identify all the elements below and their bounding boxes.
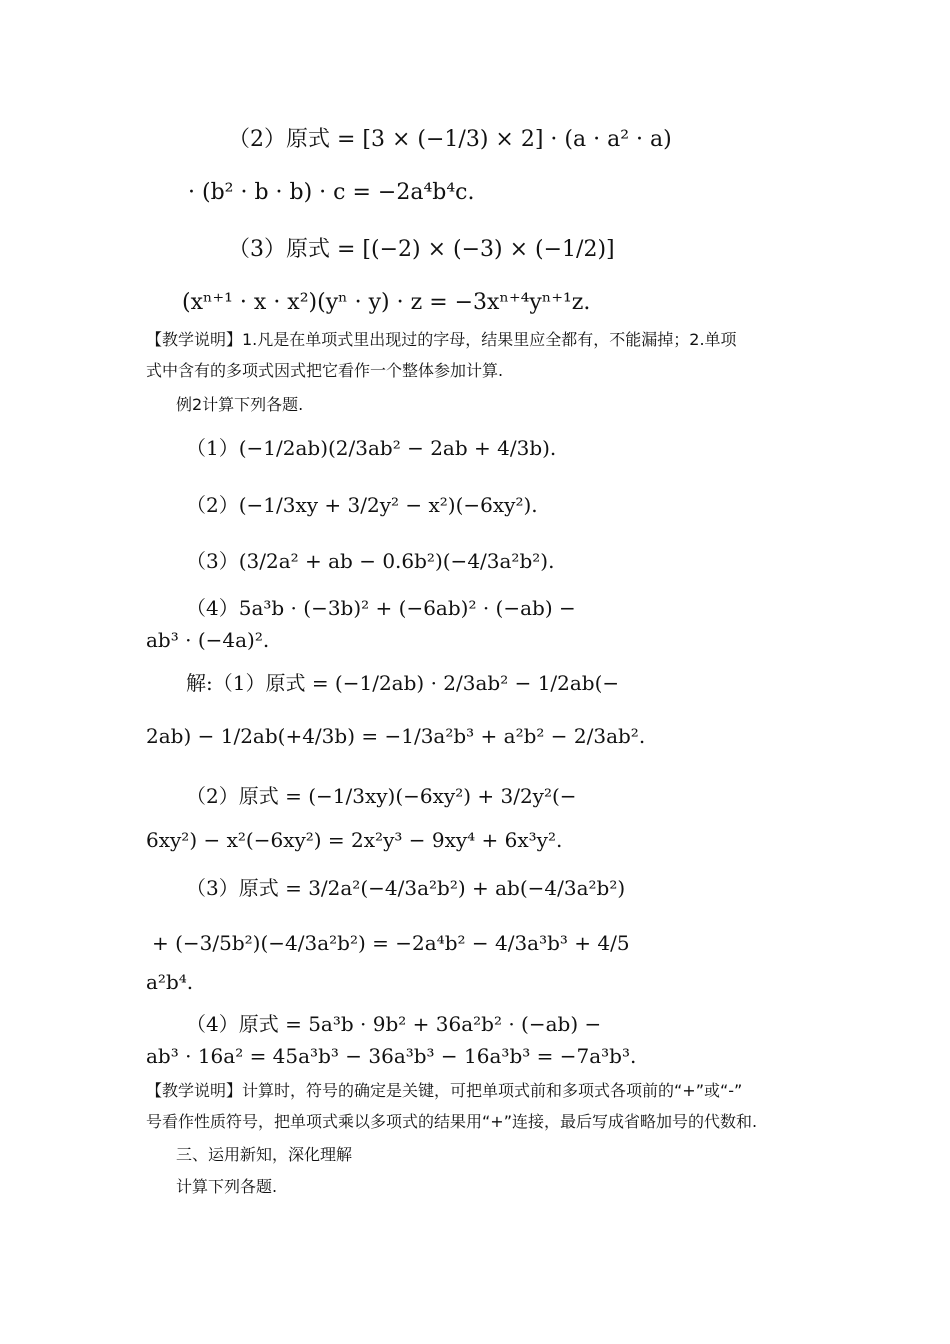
exercise-prompt: 计算下列各题. <box>176 1177 278 1196</box>
section-3-heading: 三、运用新知，深化理解 <box>176 1145 353 1164</box>
teaching-note-2-line-2: 号看作性质符号，把单项式乘以多项式的结果用“+”连接，最后写成省略加号的代数和. <box>146 1112 758 1131</box>
solution-3-result: (xⁿ⁺¹ · x · x²)(yⁿ · y) · z = −3xⁿ⁺⁴yⁿ⁺¹z. <box>182 290 591 315</box>
answer-2-line-1: （2）原式 = (−1/3xy)(−6xy²) + 3/2y²(− <box>186 784 577 808</box>
problem-4-line-1: （4）5a³b · (−3b)² + (−6ab)² · (−ab) − <box>186 596 576 620</box>
problem-2: （2）(−1/3xy + 3/2y² − x²)(−6xy²). <box>186 493 538 517</box>
teaching-note-1-line-2: 式中含有的多项式因式把它看作一个整体参加计算. <box>146 361 504 380</box>
answer-2-line-2: 6xy²) − x²(−6xy²) = 2x²y³ − 9xy⁴ + 6x³y². <box>146 828 563 852</box>
solution-3-line: （3）原式 = [(−2) × (−3) × (−1/2)] <box>228 237 615 262</box>
answer-3-line-2: + (−3/5b²)(−4/3a²b²) = −2a⁴b² − 4/3a³b³ + 4/5 <box>152 931 630 955</box>
problem-3: （3）(3/2a² + ab − 0.6b²)(−4/3a²b²). <box>186 549 555 573</box>
answer-1-line-2: 2ab) − 1/2ab(+4/3b) = −1/3a²b³ + a²b² − 2/3ab². <box>146 724 646 748</box>
solution-2-result: · (b² · b · b) · c = −2a⁴b⁴c. <box>188 180 475 205</box>
answer-1-line-1: 解:（1）原式 = (−1/2ab) · 2/3ab² − 1/2ab(− <box>186 671 620 695</box>
answer-4-line-2: ab³ · 16a² = 45a³b³ − 36a³b³ − 16a³b³ = −7a³b³. <box>146 1044 637 1068</box>
solution-2-line: （2）原式 = [3 × (−1/3) × 2] · (a · a² · a) <box>228 127 672 152</box>
answer-3-line-3: a²b⁴. <box>146 970 194 994</box>
problem-4-line-2: ab³ · (−4a)². <box>146 628 270 652</box>
teaching-note-2-line-1: 【教学说明】计算时，符号的确定是关键，可把单项式前和多项式各项前的“+”或“-” <box>146 1081 743 1100</box>
teaching-note-1-line-1: 【教学说明】1.凡是在单项式里出现过的字母，结果里应全都有，不能漏掉；2.单项 <box>146 330 737 349</box>
example-2-heading: 例2计算下列各题. <box>176 395 304 414</box>
answer-3-line-1: （3）原式 = 3/2a²(−4/3a²b²) + ab(−4/3a²b²) <box>186 876 626 900</box>
answer-4-line-1: （4）原式 = 5a³b · 9b² + 36a²b² · (−ab) − <box>186 1012 602 1036</box>
problem-1: （1）(−1/2ab)(2/3ab² − 2ab + 4/3b). <box>186 436 557 460</box>
